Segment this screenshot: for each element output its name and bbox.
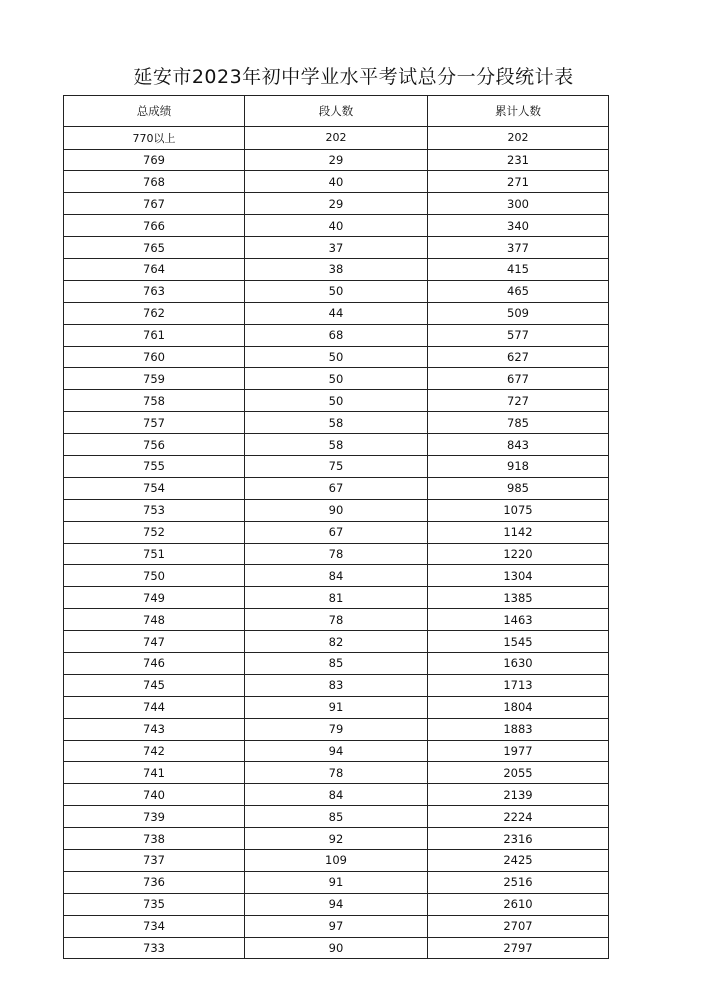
table-row (64, 215, 609, 237)
table-row (64, 412, 609, 434)
cell-segment-count: 78 (245, 762, 428, 784)
cell-cumulative-count: 1630 (428, 652, 609, 674)
table-row (64, 324, 609, 346)
score-distribution-table (63, 95, 609, 959)
cell-cumulative-count: 2316 (428, 828, 609, 850)
cell-cumulative-count: 1713 (428, 674, 609, 696)
cell-total-score: 752 (64, 521, 245, 543)
cell-segment-count: 97 (245, 915, 428, 937)
cell-total-score: 759 (64, 368, 245, 390)
header-cumulative-count: 累计人数 (428, 96, 609, 127)
cell-total-score: 753 (64, 499, 245, 521)
cell-total-score: 757 (64, 412, 245, 434)
cell-total-score: 749 (64, 587, 245, 609)
cell-cumulative-count: 2055 (428, 762, 609, 784)
table-row (64, 674, 609, 696)
cell-total-score: 770以上 (64, 127, 245, 150)
table-row (64, 565, 609, 587)
cell-segment-count: 91 (245, 871, 428, 893)
cell-cumulative-count: 727 (428, 390, 609, 412)
cell-total-score: 762 (64, 302, 245, 324)
cell-cumulative-count: 985 (428, 477, 609, 499)
cell-total-score: 746 (64, 652, 245, 674)
cell-cumulative-count: 1142 (428, 521, 609, 543)
cell-cumulative-count: 300 (428, 193, 609, 215)
table-row (64, 171, 609, 193)
cell-total-score: 760 (64, 346, 245, 368)
cell-segment-count: 58 (245, 434, 428, 456)
cell-cumulative-count: 627 (428, 346, 609, 368)
table-row (64, 390, 609, 412)
cell-segment-count: 84 (245, 565, 428, 587)
cell-cumulative-count: 415 (428, 258, 609, 280)
cell-cumulative-count: 509 (428, 302, 609, 324)
cell-cumulative-count: 202 (428, 127, 609, 150)
table-row (64, 149, 609, 171)
table-row (64, 828, 609, 850)
cell-segment-count: 38 (245, 258, 428, 280)
cell-segment-count: 67 (245, 477, 428, 499)
table-row (64, 368, 609, 390)
table-row (64, 609, 609, 631)
cell-cumulative-count: 785 (428, 412, 609, 434)
table-row (64, 696, 609, 718)
cell-total-score: 758 (64, 390, 245, 412)
cell-total-score: 747 (64, 631, 245, 653)
cell-segment-count: 83 (245, 674, 428, 696)
cell-segment-count: 109 (245, 850, 428, 872)
cell-cumulative-count: 677 (428, 368, 609, 390)
cell-cumulative-count: 918 (428, 455, 609, 477)
table-row (64, 258, 609, 280)
table-header-row (64, 96, 609, 127)
table-row (64, 631, 609, 653)
table-row (64, 499, 609, 521)
cell-total-score: 754 (64, 477, 245, 499)
cell-segment-count: 58 (245, 412, 428, 434)
cell-cumulative-count: 1463 (428, 609, 609, 631)
cell-segment-count: 50 (245, 280, 428, 302)
cell-segment-count: 50 (245, 390, 428, 412)
cell-cumulative-count: 1883 (428, 718, 609, 740)
cell-segment-count: 79 (245, 718, 428, 740)
cell-cumulative-count: 2224 (428, 806, 609, 828)
table-row (64, 346, 609, 368)
cell-total-score: 739 (64, 806, 245, 828)
cell-segment-count: 29 (245, 193, 428, 215)
cell-segment-count: 78 (245, 609, 428, 631)
cell-total-score: 756 (64, 434, 245, 456)
cell-cumulative-count: 465 (428, 280, 609, 302)
cell-segment-count: 68 (245, 324, 428, 346)
cell-segment-count: 94 (245, 740, 428, 762)
table-row (64, 455, 609, 477)
table-row (64, 302, 609, 324)
cell-segment-count: 44 (245, 302, 428, 324)
cell-segment-count: 90 (245, 499, 428, 521)
cell-total-score: 740 (64, 784, 245, 806)
table-row (64, 477, 609, 499)
table-row (64, 543, 609, 565)
cell-segment-count: 40 (245, 215, 428, 237)
cell-segment-count: 202 (245, 127, 428, 150)
cell-cumulative-count: 340 (428, 215, 609, 237)
cell-segment-count: 29 (245, 149, 428, 171)
cell-segment-count: 82 (245, 631, 428, 653)
cell-segment-count: 81 (245, 587, 428, 609)
cell-cumulative-count: 1075 (428, 499, 609, 521)
cell-total-score: 743 (64, 718, 245, 740)
cell-total-score: 737 (64, 850, 245, 872)
cell-total-score: 765 (64, 237, 245, 259)
cell-segment-count: 84 (245, 784, 428, 806)
table-row (64, 237, 609, 259)
table-row (64, 893, 609, 915)
cell-cumulative-count: 231 (428, 149, 609, 171)
cell-total-score: 735 (64, 893, 245, 915)
table-row (64, 915, 609, 937)
cell-segment-count: 50 (245, 346, 428, 368)
cell-cumulative-count: 577 (428, 324, 609, 346)
cell-cumulative-count: 2707 (428, 915, 609, 937)
cell-cumulative-count: 2425 (428, 850, 609, 872)
cell-total-score: 769 (64, 149, 245, 171)
header-segment-count: 段人数 (245, 96, 428, 127)
table-row (64, 762, 609, 784)
cell-total-score: 766 (64, 215, 245, 237)
cell-total-score: 736 (64, 871, 245, 893)
table-row (64, 850, 609, 872)
cell-cumulative-count: 1220 (428, 543, 609, 565)
table-row (64, 652, 609, 674)
table-row (64, 937, 609, 959)
cell-cumulative-count: 271 (428, 171, 609, 193)
table-body (64, 127, 609, 959)
cell-segment-count: 85 (245, 806, 428, 828)
table-row (64, 784, 609, 806)
table-row (64, 280, 609, 302)
table-row (64, 718, 609, 740)
cell-cumulative-count: 2516 (428, 871, 609, 893)
cell-segment-count: 92 (245, 828, 428, 850)
cell-segment-count: 85 (245, 652, 428, 674)
cell-total-score: 748 (64, 609, 245, 631)
header-total-score: 总成绩 (64, 96, 245, 127)
cell-segment-count: 78 (245, 543, 428, 565)
cell-cumulative-count: 2610 (428, 893, 609, 915)
table-row (64, 127, 609, 150)
cell-cumulative-count: 2797 (428, 937, 609, 959)
cell-total-score: 744 (64, 696, 245, 718)
cell-cumulative-count: 1385 (428, 587, 609, 609)
table-row (64, 871, 609, 893)
cell-segment-count: 90 (245, 937, 428, 959)
cell-total-score: 767 (64, 193, 245, 215)
table-row (64, 740, 609, 762)
table-row (64, 806, 609, 828)
cell-segment-count: 75 (245, 455, 428, 477)
cell-total-score: 761 (64, 324, 245, 346)
table-row (64, 193, 609, 215)
cell-total-score: 755 (64, 455, 245, 477)
cell-total-score: 763 (64, 280, 245, 302)
cell-total-score: 741 (64, 762, 245, 784)
cell-total-score: 745 (64, 674, 245, 696)
cell-total-score: 742 (64, 740, 245, 762)
cell-cumulative-count: 843 (428, 434, 609, 456)
cell-cumulative-count: 2139 (428, 784, 609, 806)
cell-total-score: 734 (64, 915, 245, 937)
table-row (64, 434, 609, 456)
cell-segment-count: 91 (245, 696, 428, 718)
table-row (64, 587, 609, 609)
cell-total-score: 750 (64, 565, 245, 587)
cell-cumulative-count: 1545 (428, 631, 609, 653)
cell-segment-count: 40 (245, 171, 428, 193)
cell-total-score: 764 (64, 258, 245, 280)
cell-segment-count: 37 (245, 237, 428, 259)
cell-total-score: 738 (64, 828, 245, 850)
cell-cumulative-count: 377 (428, 237, 609, 259)
cell-cumulative-count: 1804 (428, 696, 609, 718)
cell-segment-count: 67 (245, 521, 428, 543)
table-row (64, 521, 609, 543)
page-title: 延安市2023年初中学业水平考试总分一分段统计表 (133, 66, 574, 88)
cell-cumulative-count: 1977 (428, 740, 609, 762)
cell-segment-count: 94 (245, 893, 428, 915)
cell-total-score: 733 (64, 937, 245, 959)
cell-total-score: 768 (64, 171, 245, 193)
cell-cumulative-count: 1304 (428, 565, 609, 587)
cell-segment-count: 50 (245, 368, 428, 390)
cell-total-score: 751 (64, 543, 245, 565)
